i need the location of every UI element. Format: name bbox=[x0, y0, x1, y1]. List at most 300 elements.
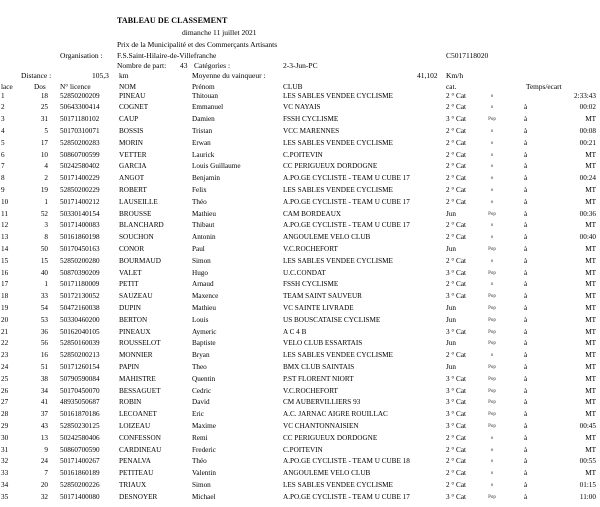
table-row bbox=[0, 292, 600, 302]
table-row bbox=[0, 115, 600, 125]
cell-cat: 2 ° Cat bbox=[446, 174, 467, 183]
cell-nom: ROUSSELOT bbox=[119, 339, 161, 348]
cell-licence: 50171180102 bbox=[60, 115, 100, 124]
distance-label: Distance : bbox=[21, 71, 52, 80]
cell-marker: Pop bbox=[488, 494, 496, 500]
cell-place: 7 bbox=[1, 162, 5, 171]
cell-ecart-prefix: à bbox=[524, 256, 528, 265]
cell-licence: 50171400080 bbox=[60, 492, 100, 501]
cell-nom: LAUSEILLE bbox=[119, 197, 158, 206]
cell-licence: 50171260154 bbox=[60, 362, 100, 371]
cell-cat: 2 ° Cat bbox=[446, 480, 467, 489]
cell-prenom: Theo bbox=[192, 362, 207, 371]
cell-nom: BESSAGUET bbox=[119, 386, 161, 395]
cell-temps: MT bbox=[585, 433, 596, 442]
cell-temps: MT bbox=[585, 398, 596, 407]
cell-ecart-prefix: à bbox=[524, 398, 528, 407]
cell-prenom: Théo bbox=[192, 457, 207, 466]
cell-ecart-prefix: à bbox=[524, 339, 528, 348]
cell-nom: BLANCHARD bbox=[119, 221, 164, 230]
cell-cat: 3 ° Cat bbox=[446, 398, 467, 407]
cell-dos: 53 bbox=[40, 315, 48, 324]
table-row bbox=[0, 221, 600, 231]
cell-place: 1 bbox=[1, 91, 5, 100]
parts-label: Nombre de part: bbox=[117, 61, 167, 70]
cell-club: CM AUBERVILLIERS 93 bbox=[283, 398, 361, 407]
cell-nom: LECOANET bbox=[119, 410, 157, 419]
cell-licence: 52850200209 bbox=[60, 91, 100, 100]
cell-nom: DUPIN bbox=[119, 303, 141, 312]
table-row bbox=[0, 339, 600, 349]
table-row bbox=[0, 92, 600, 102]
cell-ecart-prefix: à bbox=[524, 233, 528, 242]
categories-value: 2-3-Jun-PC bbox=[283, 61, 318, 70]
cell-nom: PETITEAU bbox=[119, 469, 154, 478]
cell-temps: MT bbox=[585, 386, 596, 395]
cell-cat: 3 ° Cat bbox=[446, 292, 467, 301]
cell-nom: PINEAUX bbox=[119, 327, 151, 336]
cell-licence: 52850230125 bbox=[60, 421, 100, 430]
cell-place: 8 bbox=[1, 174, 5, 183]
cell-nom: VALET bbox=[119, 268, 142, 277]
cell-ecart-prefix: à bbox=[524, 150, 528, 159]
cell-cat: 2 ° Cat bbox=[446, 162, 467, 171]
race-prix: Prix de la Municipalité et des Commerçants Artisants bbox=[117, 40, 278, 49]
cell-marker: Pop bbox=[488, 270, 496, 276]
table-header bbox=[0, 82, 600, 92]
cell-cat: 3 ° Cat bbox=[446, 410, 467, 419]
cell-temps: MT bbox=[585, 162, 596, 171]
cell-ecart-prefix: à bbox=[524, 103, 528, 112]
cell-temps: 00:08 bbox=[579, 126, 596, 135]
cell-dos: 51 bbox=[40, 362, 48, 371]
cell-nom: PETIT bbox=[119, 280, 139, 289]
cell-club: CC PERIGUEUX DORDOGNE bbox=[283, 162, 378, 171]
cell-place: 10 bbox=[1, 197, 9, 206]
cell-place: 5 bbox=[1, 138, 5, 147]
cell-prenom: Maxime bbox=[192, 421, 216, 430]
cell-marker: o bbox=[490, 459, 494, 465]
cell-prenom: Théo bbox=[192, 197, 207, 206]
cell-temps: MT bbox=[585, 221, 596, 230]
cell-club: FSSH CYCLISME bbox=[283, 115, 339, 124]
cell-nom: CARDINEAU bbox=[119, 445, 162, 454]
cell-prenom: Erwan bbox=[192, 138, 211, 147]
cell-marker: o bbox=[490, 152, 494, 158]
cell-temps: 00:36 bbox=[579, 209, 596, 218]
cell-place: 18 bbox=[1, 292, 9, 301]
cell-ecart-prefix: à bbox=[524, 303, 528, 312]
col-dos: Dos bbox=[34, 82, 46, 91]
cell-cat: 2 ° Cat bbox=[446, 221, 467, 230]
cell-ecart-prefix: à bbox=[524, 480, 528, 489]
cell-cat: 3 ° Cat bbox=[446, 115, 467, 124]
cell-marker: o bbox=[490, 128, 494, 134]
cell-temps: MT bbox=[585, 339, 596, 348]
cell-marker: Pop bbox=[488, 211, 496, 217]
cell-marker: Pop bbox=[488, 317, 496, 323]
col-licence: N° licence bbox=[60, 82, 91, 91]
cell-place: 16 bbox=[1, 268, 9, 277]
cell-ecart-prefix: à bbox=[524, 457, 528, 466]
table-row bbox=[0, 469, 600, 479]
cell-licence: 50790590084 bbox=[60, 374, 100, 383]
cell-ecart-prefix: à bbox=[524, 433, 528, 442]
cell-ecart-prefix: à bbox=[524, 138, 528, 147]
cell-club: TEAM SAINT SAUVEUR bbox=[283, 292, 362, 301]
cell-dos: 52 bbox=[40, 209, 48, 218]
cell-ecart-prefix: à bbox=[524, 126, 528, 135]
table-row bbox=[0, 127, 600, 137]
col-place: lace bbox=[1, 82, 13, 91]
table-row bbox=[0, 434, 600, 444]
cell-temps: MT bbox=[585, 185, 596, 194]
cell-place: 23 bbox=[1, 351, 9, 360]
cell-licence: 50171400083 bbox=[60, 221, 100, 230]
cell-licence: 50161860189 bbox=[60, 469, 100, 478]
cell-place: 34 bbox=[1, 480, 9, 489]
table-row bbox=[0, 210, 600, 220]
cell-club: VC CHANTONNAISIEN bbox=[283, 421, 359, 430]
cell-nom: MORIN bbox=[119, 138, 143, 147]
cell-licence: 50330460200 bbox=[60, 315, 100, 324]
cell-cat: Jun bbox=[446, 209, 456, 218]
col-club: CLUB bbox=[283, 82, 303, 91]
col-cat: cat. bbox=[446, 82, 457, 91]
cell-club: V.C.ROCHEFORT bbox=[283, 386, 338, 395]
cell-ecart-prefix: à bbox=[524, 469, 528, 478]
cell-ecart-prefix: à bbox=[524, 280, 528, 289]
distance-value: 105,3 bbox=[92, 71, 109, 80]
cell-dos: 10 bbox=[40, 150, 48, 159]
cell-dos: 31 bbox=[40, 115, 48, 124]
cell-licence: 50171400229 bbox=[60, 174, 100, 183]
cell-dos: 13 bbox=[40, 433, 48, 442]
cell-marker: o bbox=[490, 447, 494, 453]
cell-club: A.PO.GE CYCLISTE - TEAM U CUBE 17 bbox=[283, 197, 410, 206]
cell-prenom: Louis Guillaume bbox=[192, 162, 241, 171]
cell-temps: MT bbox=[585, 303, 596, 312]
cell-prenom: Mathieu bbox=[192, 303, 216, 312]
cell-dos: 18 bbox=[40, 91, 48, 100]
cell-dos: 24 bbox=[40, 457, 48, 466]
cell-marker: Pop bbox=[488, 329, 496, 335]
cell-club: VC NAYAIS bbox=[283, 103, 321, 112]
cell-marker: o bbox=[490, 105, 494, 111]
cell-place: 4 bbox=[1, 126, 5, 135]
cell-temps: MT bbox=[585, 374, 596, 383]
cell-ecart-prefix: à bbox=[524, 445, 528, 454]
cell-licence: 50643300414 bbox=[60, 103, 100, 112]
cell-temps: 00:02 bbox=[579, 103, 596, 112]
cell-licence: 50242580406 bbox=[60, 433, 100, 442]
cell-club: CAM BORDEAUX bbox=[283, 209, 342, 218]
cell-ecart-prefix: à bbox=[524, 185, 528, 194]
cell-prenom: Damien bbox=[192, 115, 215, 124]
cell-club: C.POITEVIN bbox=[283, 150, 323, 159]
cell-marker: Pop bbox=[488, 400, 496, 406]
cell-prenom: Hugo bbox=[192, 268, 208, 277]
cell-club: ANGOULEME VELO CLUB bbox=[283, 233, 371, 242]
cell-dos: 43 bbox=[40, 421, 48, 430]
categories-label: Catégories : bbox=[194, 61, 231, 70]
cell-ecart-prefix: à bbox=[524, 374, 528, 383]
cell-cat: 2 ° Cat bbox=[446, 126, 467, 135]
cell-cat: 2 ° Cat bbox=[446, 91, 467, 100]
cell-club: C.POITEVIN bbox=[283, 445, 323, 454]
table-row bbox=[0, 363, 600, 373]
cell-club: VC SAINTE LIVRADE bbox=[283, 303, 354, 312]
cell-ecart-prefix: à bbox=[524, 492, 528, 501]
cell-prenom: Simon bbox=[192, 480, 211, 489]
cell-nom: VETTER bbox=[119, 150, 147, 159]
cell-cat: 2 ° Cat bbox=[446, 197, 467, 206]
cell-temps: MT bbox=[585, 315, 596, 324]
cell-cat: 2 ° Cat bbox=[446, 103, 467, 112]
cell-dos: 9 bbox=[44, 445, 48, 454]
cell-prenom: Maxence bbox=[192, 292, 219, 301]
cell-dos: 2 bbox=[44, 174, 48, 183]
cell-licence: 52850200283 bbox=[60, 138, 100, 147]
cell-licence: 50161870186 bbox=[60, 410, 100, 419]
cell-dos: 17 bbox=[40, 138, 48, 147]
distance-unit: km bbox=[119, 71, 129, 80]
cell-temps: 11:00 bbox=[579, 492, 596, 501]
cell-marker: Pop bbox=[488, 305, 496, 311]
cell-licence: 50172130052 bbox=[60, 292, 100, 301]
col-nom: NOM bbox=[119, 82, 137, 91]
cell-temps: MT bbox=[585, 197, 596, 206]
cell-prenom: Thitouan bbox=[192, 91, 218, 100]
cell-licence: 50171180009 bbox=[60, 280, 100, 289]
cell-prenom: Thibaut bbox=[192, 221, 215, 230]
cell-nom: MAHISTRE bbox=[119, 374, 156, 383]
table-row bbox=[0, 316, 600, 326]
cell-licence: 50330140154 bbox=[60, 209, 100, 218]
cell-marker: Pop bbox=[488, 246, 496, 252]
cell-prenom: Benjamin bbox=[192, 174, 220, 183]
cell-marker: Pop bbox=[488, 294, 496, 300]
cell-prenom: Paul bbox=[192, 244, 205, 253]
cell-temps: MT bbox=[585, 410, 596, 419]
cell-ecart-prefix: à bbox=[524, 268, 528, 277]
cell-place: 29 bbox=[1, 421, 9, 430]
cell-temps: MT bbox=[585, 469, 596, 478]
cell-place: 6 bbox=[1, 150, 5, 159]
cell-marker: o bbox=[490, 176, 494, 182]
cell-nom: LOIZEAU bbox=[119, 421, 151, 430]
cell-ecart-prefix: à bbox=[524, 315, 528, 324]
table-row bbox=[0, 457, 600, 467]
cell-cat: Jun bbox=[446, 303, 456, 312]
cell-dos: 19 bbox=[40, 185, 48, 194]
cell-cat: 2 ° Cat bbox=[446, 351, 467, 360]
cell-dos: 40 bbox=[40, 268, 48, 277]
table-row bbox=[0, 398, 600, 408]
cell-licence: 48935050687 bbox=[60, 398, 100, 407]
table-row bbox=[0, 422, 600, 432]
table-row bbox=[0, 446, 600, 456]
cell-licence: 50242580402 bbox=[60, 162, 100, 171]
moyenne-unit: Km/h bbox=[446, 71, 464, 80]
cell-place: 3 bbox=[1, 115, 5, 124]
cell-nom: BROUSSE bbox=[119, 209, 152, 218]
cell-club: A.C. JARNAC AIGRE ROUILLAC bbox=[283, 410, 388, 419]
cell-prenom: Quentin bbox=[192, 374, 216, 383]
cell-nom: DESNOYER bbox=[119, 492, 158, 501]
race-code: C5017118020 bbox=[446, 51, 489, 60]
table-row bbox=[0, 387, 600, 397]
cell-licence: 52850200229 bbox=[60, 185, 100, 194]
cell-marker: o bbox=[490, 258, 494, 264]
cell-ecart-prefix: à bbox=[524, 351, 528, 360]
cell-nom: CAUP bbox=[119, 115, 139, 124]
cell-club: BMX CLUB SAINTAIS bbox=[283, 362, 355, 371]
cell-cat: 2 ° Cat bbox=[446, 185, 467, 194]
cell-cat: Jun bbox=[446, 244, 456, 253]
cell-cat: Jun bbox=[446, 315, 456, 324]
table-row bbox=[0, 328, 600, 338]
cell-temps: MT bbox=[585, 115, 596, 124]
table-row bbox=[0, 410, 600, 420]
cell-place: 20 bbox=[1, 315, 9, 324]
cell-club: P.ST FLORENT NIORT bbox=[283, 374, 354, 383]
cell-temps: 00:40 bbox=[579, 233, 596, 242]
cell-club: VCC MARENNES bbox=[283, 126, 340, 135]
cell-club: LES SABLES VENDEE CYCLISME bbox=[283, 480, 393, 489]
cell-place: 30 bbox=[1, 433, 9, 442]
cell-marker: o bbox=[490, 471, 494, 477]
cell-club: LES SABLES VENDEE CYCLISME bbox=[283, 256, 393, 265]
cell-temps: MT bbox=[585, 244, 596, 253]
cell-marker: o bbox=[490, 353, 494, 359]
cell-prenom: Simon bbox=[192, 256, 211, 265]
cell-marker: o bbox=[490, 164, 494, 170]
cell-ecart-prefix: à bbox=[524, 209, 528, 218]
table-row bbox=[0, 280, 600, 290]
cell-nom: PENALVA bbox=[119, 457, 151, 466]
cell-temps: MT bbox=[585, 445, 596, 454]
cell-dos: 20 bbox=[40, 480, 48, 489]
cell-prenom: Tristan bbox=[192, 126, 213, 135]
cell-prenom: Aymeric bbox=[192, 327, 217, 336]
table-row bbox=[0, 257, 600, 267]
cell-dos: 37 bbox=[40, 410, 48, 419]
cell-licence: 50870390209 bbox=[60, 268, 100, 277]
cell-licence: 52850200280 bbox=[60, 256, 100, 265]
cell-licence: 50860700599 bbox=[60, 150, 100, 159]
cell-prenom: Valentin bbox=[192, 469, 216, 478]
cell-marker: Pop bbox=[488, 364, 496, 370]
page-title: TABLEAU DE CLASSEMENT bbox=[117, 16, 228, 25]
cell-place: 33 bbox=[1, 469, 9, 478]
cell-dos: 3 bbox=[44, 221, 48, 230]
cell-dos: 36 bbox=[40, 327, 48, 336]
cell-licence: 50170310071 bbox=[60, 126, 100, 135]
cell-prenom: Mathieu bbox=[192, 209, 216, 218]
cell-place: 25 bbox=[1, 374, 9, 383]
cell-temps: MT bbox=[585, 362, 596, 371]
cell-marker: o bbox=[490, 482, 494, 488]
cell-marker: Pop bbox=[488, 412, 496, 418]
cell-nom: ANGOT bbox=[119, 174, 145, 183]
cell-place: 12 bbox=[1, 221, 9, 230]
cell-ecart-prefix: à bbox=[524, 327, 528, 336]
cell-cat: 2 ° Cat bbox=[446, 469, 467, 478]
cell-club: LES SABLES VENDEE CYCLISME bbox=[283, 351, 393, 360]
cell-nom: TRIAUX bbox=[119, 480, 147, 489]
cell-licence: 50162040105 bbox=[60, 327, 100, 336]
cell-marker: Pop bbox=[488, 341, 496, 347]
cell-cat: Jun bbox=[446, 339, 456, 348]
cell-temps: 2:33:43 bbox=[574, 91, 596, 100]
cell-cat: 2 ° Cat bbox=[446, 256, 467, 265]
organisation-label: Organisation : bbox=[60, 51, 103, 60]
cell-club: CC PERIGUEUX DORDOGNE bbox=[283, 433, 378, 442]
table-row bbox=[0, 269, 600, 279]
table-row bbox=[0, 186, 600, 196]
cell-temps: MT bbox=[585, 351, 596, 360]
table-row bbox=[0, 174, 600, 184]
cell-ecart-prefix: à bbox=[524, 162, 528, 171]
cell-place: 2 bbox=[1, 103, 5, 112]
cell-marker: o bbox=[490, 187, 494, 193]
cell-place: 17 bbox=[1, 280, 9, 289]
cell-ecart-prefix: à bbox=[524, 386, 528, 395]
cell-cat: Jun bbox=[446, 362, 456, 371]
cell-place: 21 bbox=[1, 327, 9, 336]
cell-dos: 15 bbox=[40, 256, 48, 265]
cell-nom: BERTON bbox=[119, 315, 148, 324]
cell-place: 19 bbox=[1, 303, 9, 312]
cell-cat: 3 ° Cat bbox=[446, 421, 467, 430]
cell-licence: 50161860198 bbox=[60, 233, 100, 242]
cell-licence: 50860700590 bbox=[60, 445, 100, 454]
cell-nom: CONOR bbox=[119, 244, 145, 253]
cell-temps: MT bbox=[585, 292, 596, 301]
cell-ecart-prefix: à bbox=[524, 292, 528, 301]
moyenne-value: 41,102 bbox=[417, 71, 438, 80]
col-temps: Temps/ecart bbox=[526, 82, 562, 91]
cell-nom: BOSSIS bbox=[119, 126, 144, 135]
cell-prenom: Cedric bbox=[192, 386, 212, 395]
cell-club: A.PO.GE CYCLISTE - TEAM U CUBE 17 bbox=[283, 492, 410, 501]
cell-dos: 7 bbox=[44, 469, 48, 478]
cell-dos: 25 bbox=[40, 103, 48, 112]
cell-ecart-prefix: à bbox=[524, 221, 528, 230]
cell-cat: 2 ° Cat bbox=[446, 457, 467, 466]
cell-dos: 32 bbox=[40, 492, 48, 501]
cell-nom: PAPIN bbox=[119, 362, 140, 371]
cell-dos: 34 bbox=[40, 386, 48, 395]
cell-temps: 01:15 bbox=[579, 480, 596, 489]
cell-cat: 3 ° Cat bbox=[446, 492, 467, 501]
col-prenom: Prénom bbox=[192, 82, 215, 91]
cell-temps: 00:55 bbox=[579, 457, 596, 466]
cell-licence: 50171400267 bbox=[60, 457, 100, 466]
table-row bbox=[0, 198, 600, 208]
cell-cat: 2 ° Cat bbox=[446, 445, 467, 454]
cell-dos: 1 bbox=[44, 280, 48, 289]
cell-prenom: Antonin bbox=[192, 233, 216, 242]
cell-dos: 33 bbox=[40, 292, 48, 301]
table-row bbox=[0, 375, 600, 385]
cell-ecart-prefix: à bbox=[524, 362, 528, 371]
moyenne-label: Moyenne du vainqueur : bbox=[192, 71, 266, 80]
cell-temps: MT bbox=[585, 150, 596, 159]
cell-prenom: Bryan bbox=[192, 351, 210, 360]
race-date: dimanche 11 juillet 2021 bbox=[182, 28, 257, 37]
